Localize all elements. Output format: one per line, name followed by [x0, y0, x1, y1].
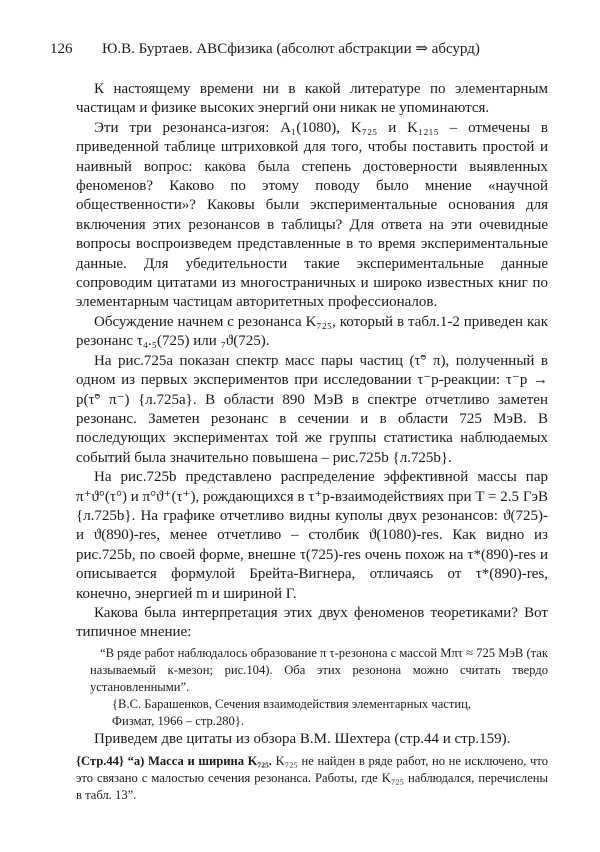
citation-source-line-2: Физмат, 1966 – стр.280}.	[112, 713, 245, 728]
review-excerpt	[76, 753, 548, 804]
paragraph-fig725b: На рис.725b представлено распределение эффективной массы пар π⁺ϑ°(τ°) и π°ϑ⁺(τ⁺), рождающихся в τ⁺p-взаимодействиях при T = 2.5 ГэВ {л.725b}. На графике отчетливо видны куполы двух резонансов: ϑ(725)- и ϑ(890)-res, менее отчетливо – столбик ϑ(1080)-res. Как видно из рис.725b, по своей форме, внешне τ(725)-res очень похож на τ*(890)-res и описывается формулой Брейта-Вигнера, отличаясь от τ*(890)-res, конечно, энергией m и шириной Г.	[76, 469, 548, 602]
paragraph-fig725a: На рис.725a показан спектр масс пары частиц (τ̃° π), полученный в одном из первых экспериментов при исследовании τ⁻p-реакции: τ⁻p → p(τ̃° π⁻) {л.725a}. В области 890 МэВ в спектре отчетливо заметен резонанс. Заметен резонанс в сечении и в области 725 МэВ. В последующих экспериментах той же группы статистика наблюдаемых событий была значительно повышена – рис.725b {л.725b}.	[76, 352, 548, 466]
review-excerpt-text	[76, 753, 548, 804]
review-excerpt-body: K₇₂₅ не найден в ряде работ, но не исключено, что это связано с малостью сечения резонанса. Работы, где K₇₂₅ наблюдался, перечислены в табл. 13”.	[76, 754, 549, 803]
paragraph-k725-start: Обсуждение начнем с резонанса K₇₂₅, который в табл.1-2 приведен как резонанс τ₄.₅(725) или ₇ϑ(725).	[76, 313, 548, 350]
citation-block	[90, 645, 548, 730]
page-number: 126	[50, 41, 73, 57]
paragraph-interpretation: Какова была интерпретация этих двух феноменов теоретиками? Вот типичное мнение:	[76, 604, 548, 641]
running-title: Ю.В. Буртаев. АВСфизика (абсолют абстракции ⇒ абсурд)	[102, 41, 480, 57]
citation-source-line-1: {В.С. Барашенков, Сечения взаимодействия элементарных частиц,	[112, 696, 472, 711]
paragraph-two-quotes: Приведем две цитаты из обзора В.М. Шехтера (стр.44 и стр.159).	[94, 730, 511, 747]
page-body	[76, 80, 548, 804]
paragraph-outcast-resonances: Эти три резонанса-изгоя: A₁(1080), K₇₂₅ и K₁₂₁₅ – отмечены в приведенной таблице штриховкой для того, чтобы поставить простой и наивный вопрос: какова была степень достоверности выявленных феноменов? Каково по этому поводу было мнение «научной общественности»? Каковы были экспериментальные основания для включения этих резонансов в таблицы? Для ответа на эти очевидные вопросы воспроизведем представленные в то время экспериментальные данные. Для убедительности такие экспериментальные данные сопроводим цитатами из многостраничных и широко известных книг по элементарным частицам авторитетных профессионалов.	[76, 119, 548, 311]
review-excerpt-lead: {Стр.44} “а) Масса и ширина K₇₂₅.	[76, 754, 272, 769]
page-header	[50, 40, 570, 58]
paragraph-intro: К настоящему времени ни в какой литературе по элементарным частицам и физике высоких энергий они никак не упоминаются.	[76, 81, 548, 117]
citation-text: “В ряде работ наблюдалось образование π τ-резонона с массой Mπτ ≈ 725 МэВ (так называемый к-мезон; рис.104). Оба этих резонона можно считать твердо установленными”.	[90, 645, 548, 694]
